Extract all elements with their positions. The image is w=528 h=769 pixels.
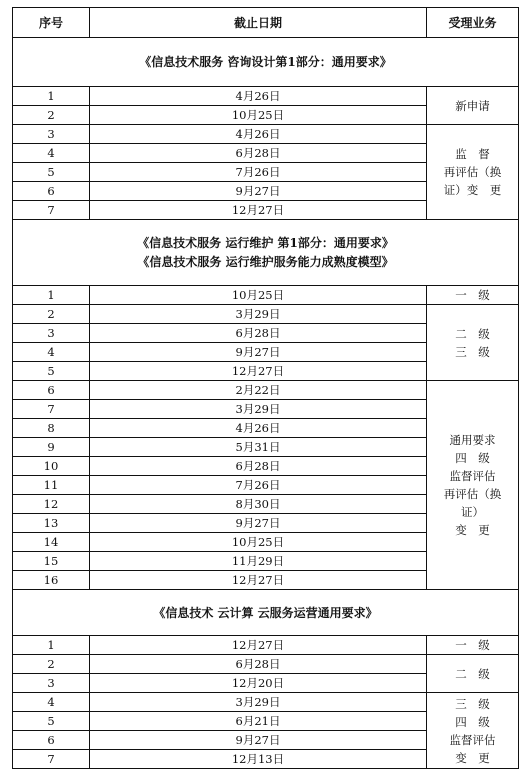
section-title-line: 《信息技术服务 运行维护服务能力成熟度模型》: [137, 254, 394, 269]
table-row: [13, 693, 519, 712]
header-business: 受理业务: [427, 8, 519, 38]
business-line: 变 更: [455, 523, 490, 537]
row-number: 3: [13, 324, 90, 343]
row-number: 2: [13, 106, 90, 125]
business-line: 证）变 更: [443, 183, 502, 197]
row-number: 7: [13, 201, 90, 220]
row-deadline: 10月25日: [90, 286, 427, 305]
header-seq: 序号: [13, 8, 90, 38]
business-line: 新申请: [455, 98, 490, 113]
row-deadline: 9月27日: [90, 343, 427, 362]
section-title-row: [13, 220, 519, 286]
row-deadline: 10月25日: [90, 106, 427, 125]
row-number: 12: [13, 495, 90, 514]
row-deadline: 9月27日: [90, 731, 427, 750]
deadline-table: [12, 7, 519, 769]
business-line: 变 更: [455, 750, 490, 765]
row-number: 16: [13, 571, 90, 590]
row-deadline: 8月30日: [90, 495, 427, 514]
row-number: 2: [13, 655, 90, 674]
section-title: [13, 220, 519, 286]
row-deadline: 9月27日: [90, 514, 427, 533]
business-cell: [427, 286, 519, 305]
row-number: 13: [13, 514, 90, 533]
row-number: 10: [13, 457, 90, 476]
row-deadline: 3月29日: [90, 305, 427, 324]
row-deadline: 12月27日: [90, 201, 427, 220]
business-line: 一 级: [455, 288, 490, 302]
row-deadline: 12月20日: [90, 674, 427, 693]
row-number: 8: [13, 419, 90, 438]
row-deadline: 5月31日: [90, 438, 427, 457]
business-cell: [427, 87, 519, 125]
row-number: 5: [13, 163, 90, 182]
business-line: 二 级: [455, 326, 490, 341]
business-cell: [427, 636, 519, 655]
row-deadline: 9月27日: [90, 182, 427, 201]
row-deadline: 12月27日: [90, 571, 427, 590]
business-line: 三 级: [455, 344, 490, 359]
row-number: 2: [13, 305, 90, 324]
row-deadline: 3月29日: [90, 400, 427, 419]
row-number: 7: [13, 750, 90, 769]
row-deadline: 6月28日: [90, 144, 427, 163]
business-line: 再评估（换: [443, 165, 502, 179]
row-deadline: 2月22日: [90, 381, 427, 400]
business-line: 监 督: [455, 147, 490, 161]
business-line: 监督评估: [449, 732, 496, 747]
row-deadline: 6月28日: [90, 655, 427, 674]
row-number: 4: [13, 144, 90, 163]
table-row: [13, 87, 519, 106]
row-deadline: 4月26日: [90, 125, 427, 144]
row-number: 6: [13, 182, 90, 201]
row-deadline: 11月29日: [90, 552, 427, 571]
business-cell: [427, 693, 519, 769]
row-deadline: 4月26日: [90, 419, 427, 438]
business-line: 四 级: [455, 451, 490, 465]
row-number: 5: [13, 712, 90, 731]
row-number: 1: [13, 636, 90, 655]
business-line: 通用要求: [449, 433, 496, 447]
row-deadline: 4月26日: [90, 87, 427, 106]
row-deadline: 7月26日: [90, 163, 427, 182]
row-number: 3: [13, 674, 90, 693]
header-row: [13, 8, 519, 38]
row-deadline: 3月29日: [90, 693, 427, 712]
section-title: 《信息技术服务 咨询设计第1部分：通用要求》: [13, 38, 519, 87]
business-cell: [427, 125, 519, 220]
row-number: 6: [13, 731, 90, 750]
business-line: 一 级: [455, 638, 490, 652]
row-number: 9: [13, 438, 90, 457]
section-title-line: 《信息技术服务 运行维护 第1部分：通用要求》: [137, 235, 394, 250]
section-title: 《信息技术 云计算 云服务运营通用要求》: [13, 590, 519, 636]
row-number: 14: [13, 533, 90, 552]
row-deadline: 6月28日: [90, 457, 427, 476]
row-number: 7: [13, 400, 90, 419]
business-cell: [427, 305, 519, 381]
row-number: 6: [13, 381, 90, 400]
table-row: [13, 636, 519, 655]
row-deadline: 7月26日: [90, 476, 427, 495]
business-line: 二 级: [455, 666, 490, 681]
row-number: 4: [13, 693, 90, 712]
business-line: 三 级: [455, 696, 490, 711]
row-deadline: 12月27日: [90, 636, 427, 655]
table-row: [13, 305, 519, 324]
row-deadline: 12月13日: [90, 750, 427, 769]
business-cell: [427, 655, 519, 693]
table-row: [13, 655, 519, 674]
section-title-row: [13, 590, 519, 636]
row-number: 3: [13, 125, 90, 144]
table-row: [13, 125, 519, 144]
business-line: 再评估（换: [443, 487, 502, 501]
business-cell: [427, 381, 519, 590]
row-deadline: 12月27日: [90, 362, 427, 381]
section-title-row: [13, 38, 519, 87]
row-number: 1: [13, 286, 90, 305]
row-number: 1: [13, 87, 90, 106]
row-number: 5: [13, 362, 90, 381]
header-deadline: 截止日期: [90, 8, 427, 38]
table-row: [13, 381, 519, 400]
business-line: 四 级: [455, 714, 490, 729]
row-deadline: 10月25日: [90, 533, 427, 552]
row-deadline: 6月28日: [90, 324, 427, 343]
row-number: 4: [13, 343, 90, 362]
business-line: 证）: [461, 505, 484, 519]
business-line: 监督评估: [449, 469, 496, 483]
row-deadline: 6月21日: [90, 712, 427, 731]
row-number: 15: [13, 552, 90, 571]
row-number: 11: [13, 476, 90, 495]
table-row: [13, 286, 519, 305]
